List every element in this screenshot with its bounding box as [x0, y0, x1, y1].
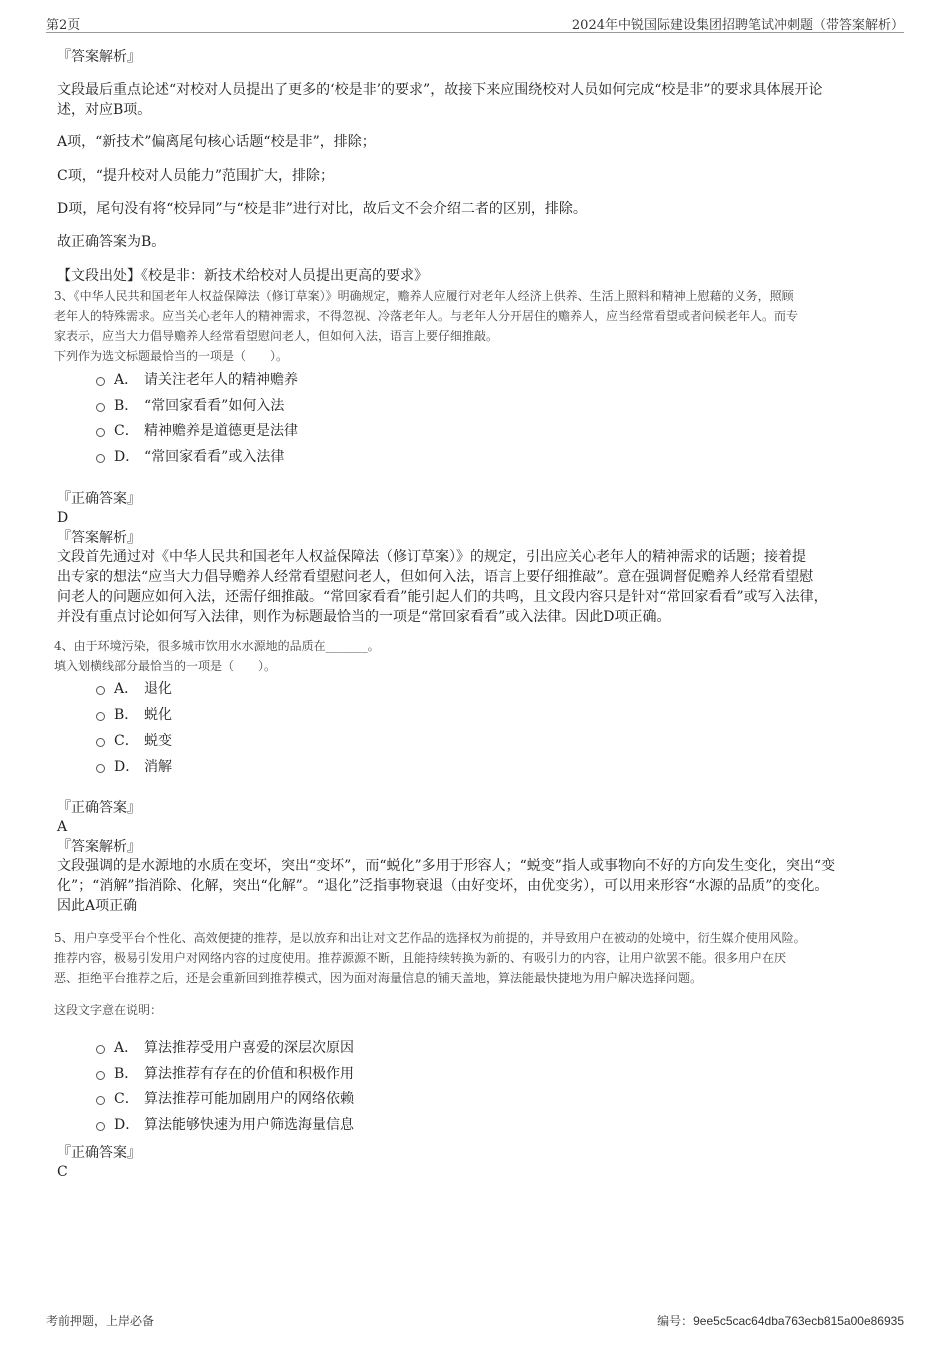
q2-option-c-explain: C项，“提升校对人员能力”范围扩大，排除；: [57, 168, 335, 184]
q5-answer: C: [57, 1164, 68, 1180]
fill-blank: _______: [325, 639, 368, 653]
q3-option-a[interactable]: A． 请关注老年人的精神赡养: [96, 370, 298, 390]
q3-analysis-label: 『答案解析』: [57, 530, 141, 546]
q2-option-a-explain: A项，“新技术”偏离尾句核心话题“校是非”，排除；: [57, 134, 376, 150]
q2-analysis-line: 述，对应B项。: [57, 102, 152, 118]
q3-stem-line: 3、《中华人民共和国老年人权益保障法（修订草案）》明确规定，赡养人应履行对老年人经济上供养、生活上照料和精神上慰藉的义务，照顾: [54, 289, 794, 303]
q4-analysis-line: 化”；“消解”指消除、化解，突出“化解”。“退化”泛指事物衰退（由好变坏，由优变劣），可以用来形容“水源的品质”的变化。: [57, 878, 829, 894]
radio-icon[interactable]: [96, 454, 105, 463]
q3-stem-line: 老年人的特殊需求。应当关心老年人的精神需求，不得忽视、冷落老年人。与老年人分开居住的赡养人，应当经常看望或者问候老年人。而专: [54, 309, 799, 323]
q2-analysis-label: 『答案解析』: [57, 49, 141, 65]
radio-icon[interactable]: [96, 403, 105, 412]
q3-stem: [54, 286, 896, 366]
q4-instruction: 填入划横线部分最恰当的一项是（ ）。: [54, 659, 277, 673]
q3-analysis-line: 出专家的想法“应当大力倡导赡养人经常看望慰问老人，但如何入法，语言上要仔细推敲”。意在强调督促赡养人经常看望慰: [57, 569, 814, 585]
q3-option-c[interactable]: C． 精神赡养是道德更是法律: [96, 421, 298, 441]
radio-icon[interactable]: [96, 377, 105, 386]
q4-stem: [54, 636, 896, 676]
q3-analysis-line: 文段首先通过对《中华人民共和国老年人权益保障法（修订草案）》的规定，引出应关心老年人的精神需求的话题；接着提: [57, 549, 806, 565]
q5-stem-line: 5、用户享受平台个性化、高效便捷的推荐，是以放弃和出让对文艺作品的选择权为前提的，并导致用户在被动的处境中，衍生媒介使用风险。: [54, 931, 806, 945]
q5-stem-line: 推荐内容，极易引发用户对网络内容的过度使用。推荐源源不断，且能持续转换为新的、有吸引力的内容，让用户欲罢不能。很多用户在厌: [54, 951, 787, 965]
q2-analysis: [57, 80, 887, 120]
radio-icon[interactable]: [96, 712, 105, 721]
q2-conclusion: 故正确答案为B。: [57, 234, 166, 250]
q2-option-d-explain: D项，尾句没有将“校异同”与“校是非”进行对比，故后文不会介绍二者的区别，排除。: [57, 201, 587, 217]
footer-slogan: 考前押题，上岸必备: [46, 1314, 155, 1328]
q4-option-a[interactable]: A． 退化: [96, 679, 172, 699]
q3-option-d[interactable]: D． “常回家看看”或入法律: [96, 447, 284, 467]
radio-icon[interactable]: [96, 1045, 105, 1054]
q4-analysis-line: 文段强调的是水源地的水质在变坏，突出“变坏”，而“蜕化”多用于形容人；“蜕变”指人或事物向不好的方向发生变化，突出“变: [57, 858, 836, 874]
q3-option-b[interactable]: B． “常回家看看”如何入法: [96, 396, 284, 416]
q3-stem-line: 下列作为选文标题最恰当的一项是（ ）。: [54, 349, 289, 363]
q5-instruction: 这段文字意在说明：: [54, 1003, 163, 1017]
q2-analysis-line: 文段最后重点论述“对校对人员提出了更多的‘校是非’的要求”，故接下来应围绕校对人员如何完成“校是非”的要求具体展开论: [57, 82, 823, 98]
q3-analysis-line: 问老人的问题应如何入法，还需仔细推敲。“常回家看看”能引起人们的共鸣，且文段内容只是针对“常回家看看”或写入法律，: [57, 589, 828, 605]
q4-option-c[interactable]: C． 蜕变: [96, 731, 172, 751]
q3-stem-line: 家表示，应当大力倡导赡养人经常看望慰问老人，但如何入法，语言上要仔细推敲。: [54, 329, 499, 343]
q5-option-c[interactable]: C． 算法推荐可能加剧用户的网络依赖: [96, 1089, 354, 1109]
page-number: 第2页: [46, 18, 81, 33]
q2-source: 【文段出处】《校是非：新技术给校对人员提出更高的要求》: [57, 268, 428, 284]
document-code: 编号：9ee5c5cac64dba763ecb815a00e86935: [657, 1314, 904, 1328]
q4-option-b[interactable]: B． 蜕化: [96, 705, 172, 725]
q4-answer-label: 『正确答案』: [57, 800, 141, 816]
q4-stem-line: 4、由于环境污染，很多城市饮用水水源地的品质在_______。: [54, 639, 380, 653]
q5-option-d[interactable]: D． 算法能够快速为用户筛选海量信息: [96, 1115, 354, 1135]
q5-option-b[interactable]: B． 算法推荐有存在的价值和积极作用: [96, 1064, 354, 1084]
radio-icon[interactable]: [96, 1096, 105, 1105]
q5-answer-label: 『正确答案』: [57, 1145, 141, 1161]
q4-analysis-label: 『答案解析』: [57, 839, 141, 855]
radio-icon[interactable]: [96, 686, 105, 695]
q4-analysis-line: 因此A项正确: [57, 898, 138, 914]
q3-analysis-line: 并没有重点讨论如何写入法律，则作为标题最恰当的一项是“常回家看看”或入法律。因此D项正确。: [57, 609, 671, 625]
q4-option-d[interactable]: D． 消解: [96, 757, 172, 777]
radio-icon[interactable]: [96, 1122, 105, 1131]
q3-analysis: [57, 547, 887, 627]
q4-analysis: [57, 856, 887, 916]
document-title: 2024年中锐国际建设集团招聘笔试冲刺题（带答案解析）: [571, 18, 904, 33]
radio-icon[interactable]: [96, 1071, 105, 1080]
q3-answer: D: [57, 510, 69, 526]
q5-stem: [54, 928, 896, 988]
q3-answer-label: 『正确答案』: [57, 491, 141, 507]
radio-icon[interactable]: [96, 764, 105, 773]
q5-stem-line: 恶、拒绝平台推荐之后，还是会重新回到推荐模式，因为面对海量信息的铺天盖地，算法能最快捷地为用户解决选择问题。: [54, 971, 703, 985]
q5-option-a[interactable]: A． 算法推荐受用户喜爱的深层次原因: [96, 1038, 354, 1058]
radio-icon[interactable]: [96, 428, 105, 437]
page-footer: [46, 1312, 904, 1329]
radio-icon[interactable]: [96, 738, 105, 747]
page-header: [46, 14, 904, 33]
q4-answer: A: [57, 819, 68, 835]
